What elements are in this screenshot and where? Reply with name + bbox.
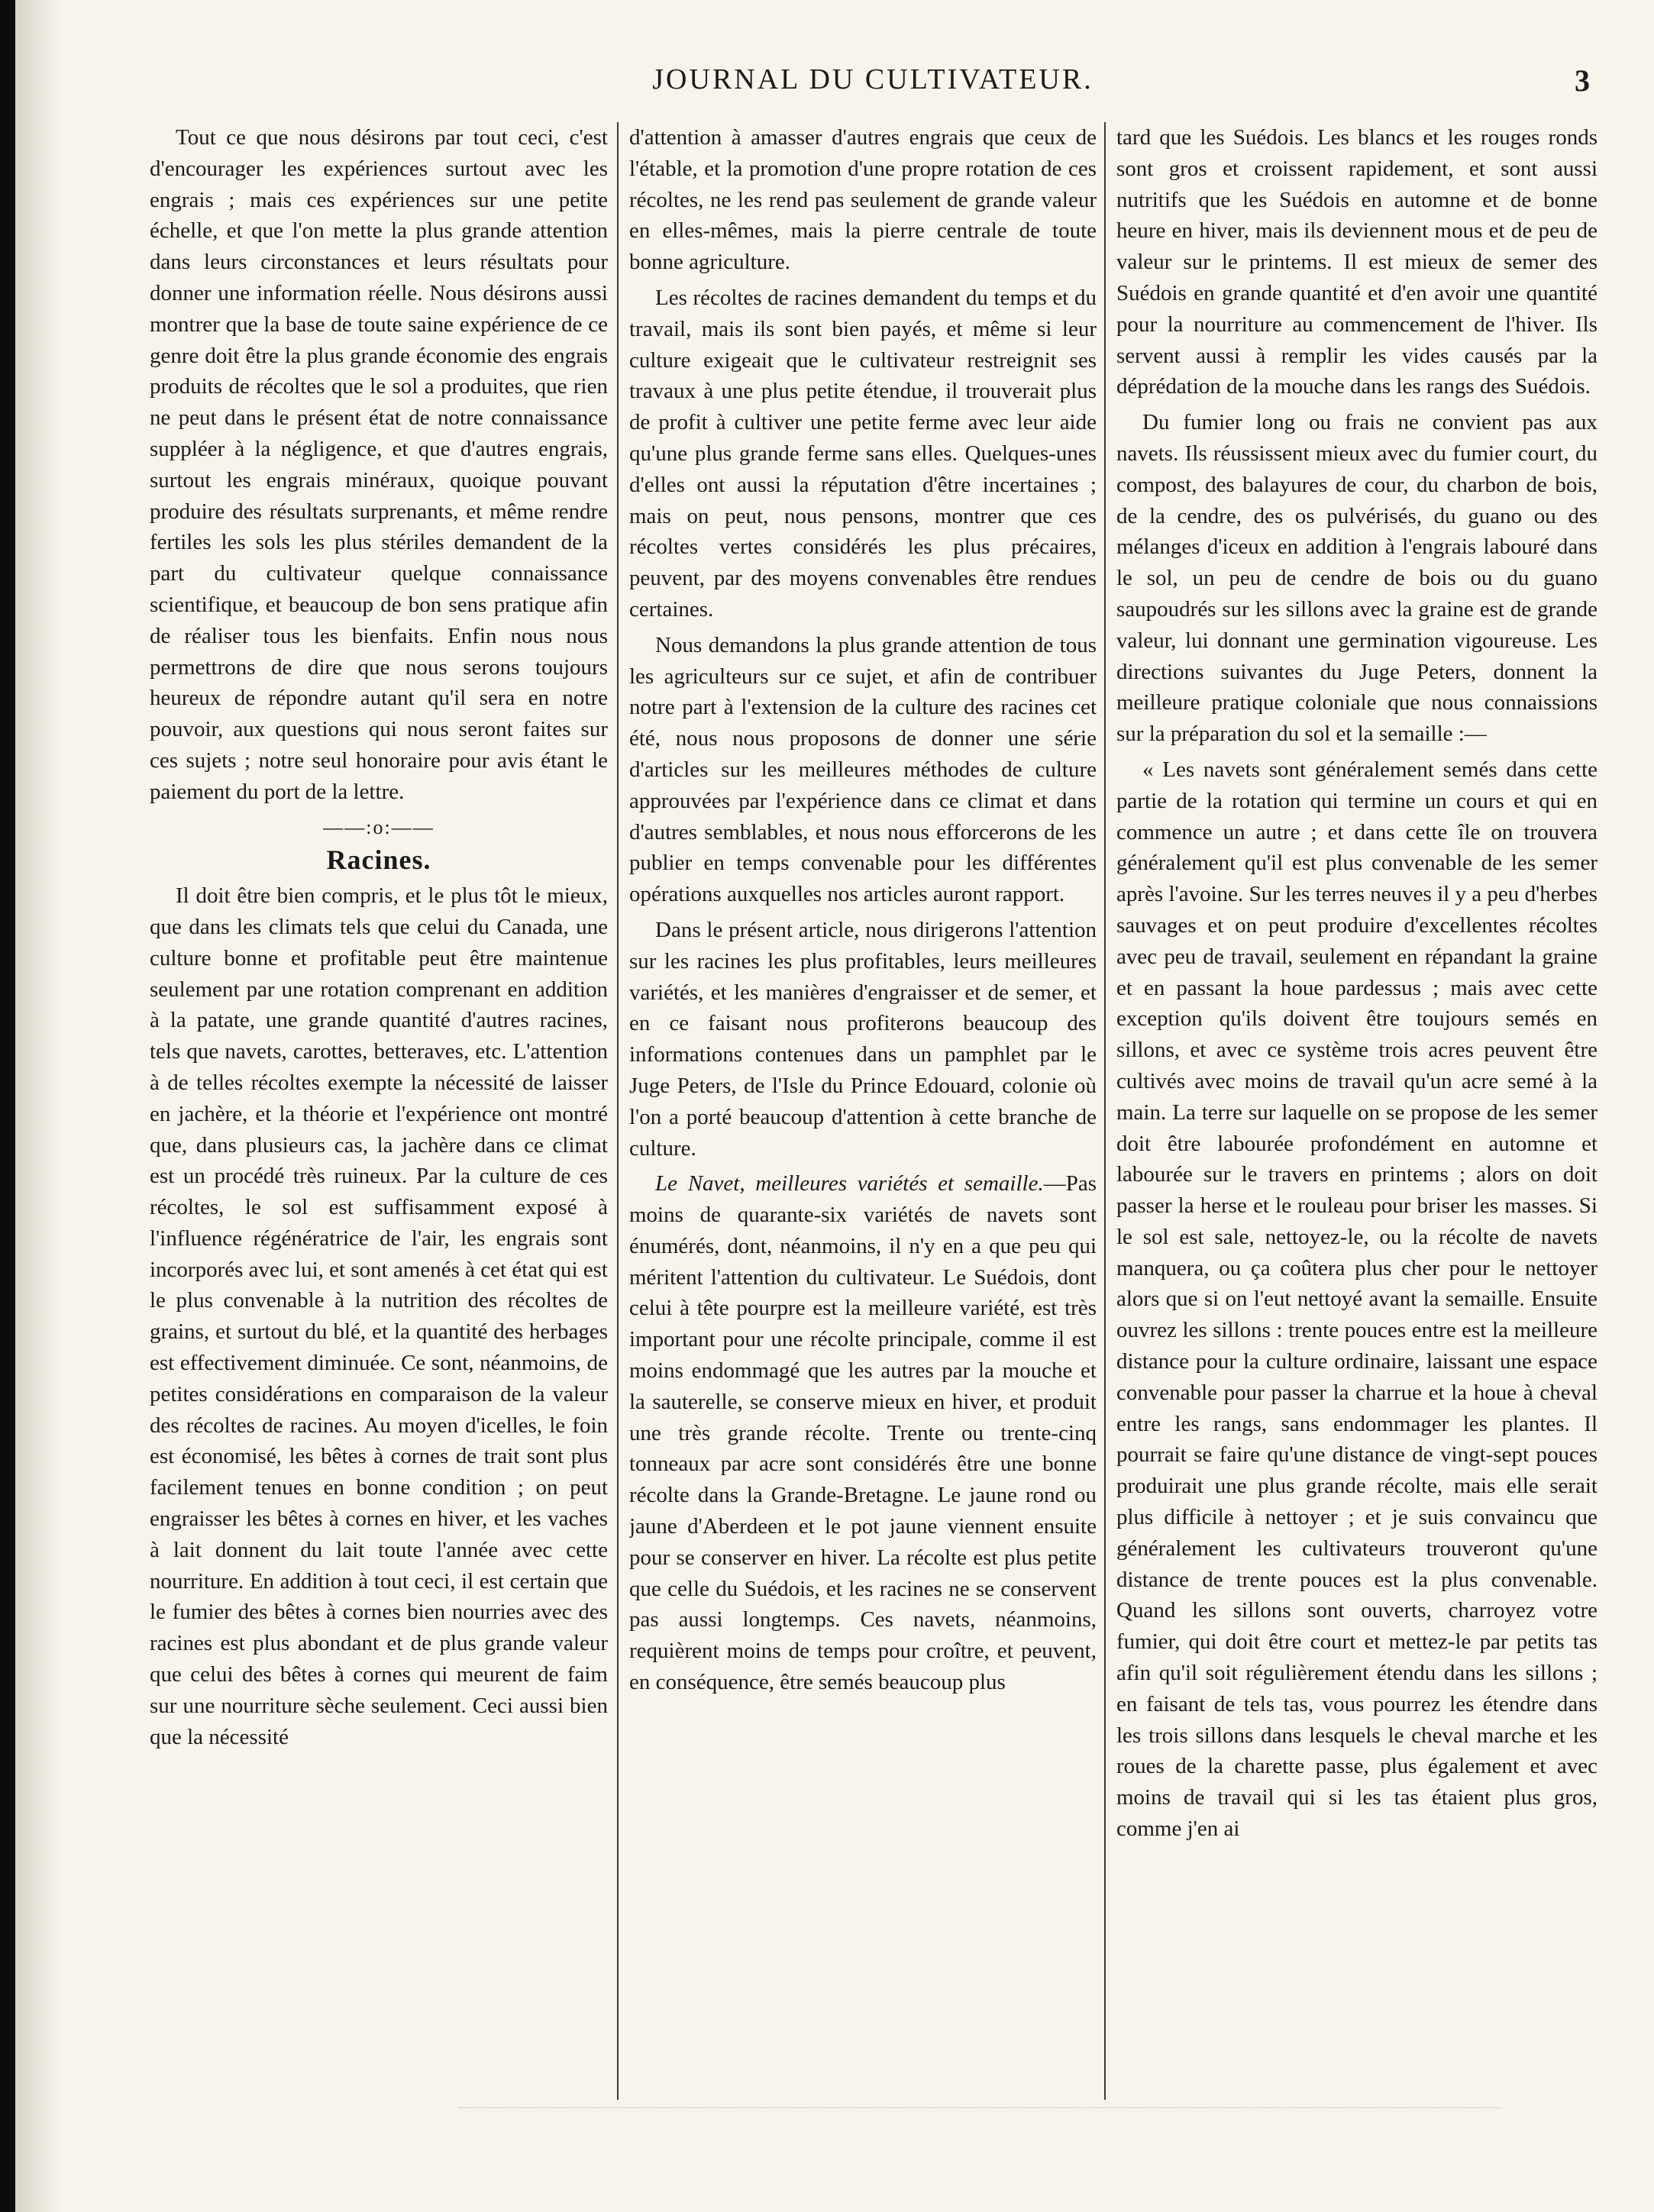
paragraph: Du fumier long ou frais ne convient pas aux navets. Ils réussissent mieux avec du fumier court, du compost, des balayures de cour, du charbon de bois, de la cendre, des os pulvérisés, du guano ou des mélanges d'iceux en addition à l'engrais labouré dans le sol, un peu de cendre de bois ou du guano saupoudrés sur les sillons avec la graine est de grande valeur, lui donnant une germination vigoureuse. Les directions suivantes du Juge Peters, donnent la meilleure pratique coloniale que nous connaissions sur la préparation du sol et la semaille :— — [1116, 410, 1597, 747]
text-column-1 — [150, 122, 608, 2092]
book-spine-shadow — [0, 0, 15, 2212]
section-separator: ——:o:—— — [323, 815, 434, 838]
journal-title: JOURNAL DU CULTIVATEUR. — [652, 63, 1094, 95]
paragraph: Les récoltes de racines demandent du temps et du travail, mais ils sont bien payés, et même si leur culture exigeait que le cultivateur restreignit ses travaux à une plus petite étendue, il trouverait plus de profit à cultiver une petite ferme avec leur aide qu'une plus grande ferme sans elles. Quelques-unes d'elles ont aussi la réputation d'être incertaines ; mais on peut, nous pensons, montrer que ces récoltes vertes considérés les plus précaires, peuvent, par des moyens convenables être rendues certaines. — [629, 285, 1097, 622]
paragraph: « Les navets sont généralement semés dans cette partie de la rotation qui termine un cours et qui en commence un autre ; et dans cette île on trouvera généralement qu'il est plus convenable de les semer après l'avoine. Sur les terres neuves il y a peu d'herbes sauvages et on peut produire d'excellentes récoltes avec peu de travail, seulement en répandant la graine et en passant la houe pardessus ; mais avec cette exception qu'ils doivent être toujours semés en sillons, et avec ce système trois acres peuvent être cultivés avec moins de travail qu'un acre semé à la main. La terre sur laquelle on se propose de les semer doit être labourée profondément en automne et labourée sur le travers en printems ; alors on doit passer la herse et le rouleau pour briser les masses. Si le sol est sale, nettoyez-le, ou la récolte de navets manquera, ou ça coûtera plus cher pour le nettoyer alors que si on l'eut nettoyé avant la semaille. Ensuite ouvrez les sillons : trente pouces entre est la meilleure distance pour la culture ordinaire, laissant une espace convenable pour passer la charrue et la houe à cheval entre les rangs, sans endommager les plantes. Il pourrait se faire qu'une distance de vingt-sept pouces produirait une plus grande récolte, mais elle serait plus difficile à nettoyer ; et je suis convaincu que généralement les cultivateurs trouveront qu'une distance de trente pouces est la plus convenable. Quand les sillons sont ouverts, charroyez votre fumier, qui doit être court et mettez-le par petits tas afin qu'il soit régulièrement étendu dans les sillons ; en faisant de tels tas, vous pourrez les étendre dans les trois sillons dans lesquels le cheval marche et les roues de la charette passe, plus également et avec moins de travail qui si les tas étaient plus gros, comme j'en ai — [1116, 757, 1597, 1842]
page-number: 3 — [1575, 63, 1590, 98]
paragraph: Il doit être bien compris, et le plus tôt le mieux, que dans les climats tels que celui du Canada, une culture bonne et profitable peut être maintenue seulement par une rotation comprenant en addition à la patate, une grande quantité d'autres racines, tels que navets, carottes, betteraves, etc. L'attention à de telles récoltes exempte la nécessité de laisser en jachère, et la théorie et l'expérience ont montré que, dans plusieurs cas, la jachère dans ce climat est un procédé très ruineux. Par la culture de ces récoltes, le sol est suffisamment exposé à l'influence régénératrice de l'air, les engrais sont incorporés avec lui, et sont amenés à cet état qui est le plus convenable à la nutrition des récoltes de grains, et surtout du blé, et la quantité des herbages est effectivement diminuée. Ce sont, néanmoins, de petites considérations en comparaison de la valeur des récoltes de racines. Au moyen d'icelles, le foin est économisé, les bêtes à cornes de trait sont plus facilement tenues en bonne condition ; on peut engraisser les bêtes à cornes en hiver, et les vaches à lait donnent du lait toute l'année avec cette nourriture. En addition à tout ceci, il est certain que le fumier des bêtes à cornes bien nourries avec des racines est plus abondant et de plus grande valeur que celui des bêtes à cornes qui meurent de faim sur une nourriture sèche seulement. Ceci aussi bien que la nécessité — [150, 883, 608, 1749]
column-divider — [1104, 122, 1106, 2100]
subsection-heading: Le Navet, meilleures variétés et semaille. — [655, 1171, 1044, 1196]
column-divider — [617, 122, 619, 2100]
paragraph: Tout ce que nous désirons par tout ceci, c'est d'encourager les expériences surtout avec les engrais ; mais ces expériences sur une petite échelle, et que l'on mette la plus grande attention dans leurs circonstances et leurs résultats pour donner une information réelle. Nous désirons aussi montrer que la base de toute saine expérience de ce genre doit être la plus grande économie des engrais produits de récoltes que le sol a produites, que rien ne peut dans le présent état de notre connaissance suppléer à la négligence, et que d'autres engrais, surtout les engrais minéraux, quoique pouvant produire des résultats surprenants, et même rendre fertiles les sols les plus stériles demandent de la part du cultivateur quelque connaissance scientifique, et beaucoup de bon sens pratique afin de réaliser tous les bienfaits. Enfin nous nous permettrons de dire que nous serons toujours heureux de répondre autant qu'il sera en notre pouvoir, aux questions qui nous seront faites sur ces sujets ; notre seul honoraire pour avis étant le paiement du port de la lettre. — [150, 125, 608, 804]
paragraph: tard que les Suédois. Les blancs et les rouges ronds sont gros et croissent rapidement, et sont aussi nutritifs que les Suédois en automne et de bonne heure en hiver, mais ils deviennent mous et de peu de valeur sur le printems. Il est mieux de semer des Suédois en grande quantité et d'en avoir une quantité pour la nourriture au commencement de l'hiver. Ils servent aussi à remplir les vides causés par la déprédation de la mouche dans les rangs des Suédois. — [1116, 125, 1597, 399]
paragraph: d'attention à amasser d'autres engrais que ceux de l'étable, et la promotion d'une propre rotation de ces récoltes, ne les rend pas seulement de grande valeur en elles-mêmes, mais la pierre centrale de toute bonne agriculture. — [629, 125, 1097, 275]
paragraph — [629, 1168, 1097, 1698]
print-artifacts — [458, 2107, 1501, 2131]
paragraph: Nous demandons la plus grande attention de tous les agriculteurs sur ce sujet, et afin de contribuer notre part à l'extension de la culture des racines cet été, nous nous proposons de donner une série d'articles sur les meilleures méthodes de culture approuvées par l'expérience dans ce climat et dans d'autres semblables, et nous nous efforcerons de les publier en temps convenable pour les différentes opérations auxquelles nos articles auront rapport. — [629, 632, 1097, 907]
paragraph: Dans le présent article, nous dirigerons l'attention sur les racines les plus profitables, leurs meilleures variétés, et les manières d'engraisser et de semer, et en ce faisant nous profiterons beaucoup des informations contenues dans un pamphlet par le Juge Peters, de l'Isle du Prince Edouard, colonie où l'on a porté beaucoup d'attention à cette branche de culture. — [629, 917, 1097, 1161]
text-column-2 — [629, 122, 1097, 2092]
section-title: Racines. — [326, 844, 431, 876]
page-gutter — [15, 0, 61, 2212]
paragraph-text: —Pas moins de quarante-six variétés de navets sont énumérés, dont, néanmoins, il n'y en a que peu qui méritent l'attention du cultivateur. Le Suédois, dont celui à tête pourpre est la meilleure variété, est très important pour une récolte principale, comme il est moins endommagé que les autres par la mouche et la sauterelle, se conserve mieux en hiver, et produit une très grande récolte. Trente ou trente-cinq tonneaux par acre sont considérés être une bonne récolte dans la Grande-Bretagne. Le jaune rond ou jaune d'Aberdeen et le pot jaune viennent ensuite pour se conserver en hiver. La récolte est plus petite que celle du Suédois, et les racines ne se conservent pas aussi longtemps. Ces navets, néanmoins, requièrent moins de temps pour croître, et peuvent, en conséquence, être semés beaucoup plus — [629, 1171, 1097, 1695]
page-header — [137, 63, 1608, 108]
text-column-3 — [1116, 122, 1597, 2092]
